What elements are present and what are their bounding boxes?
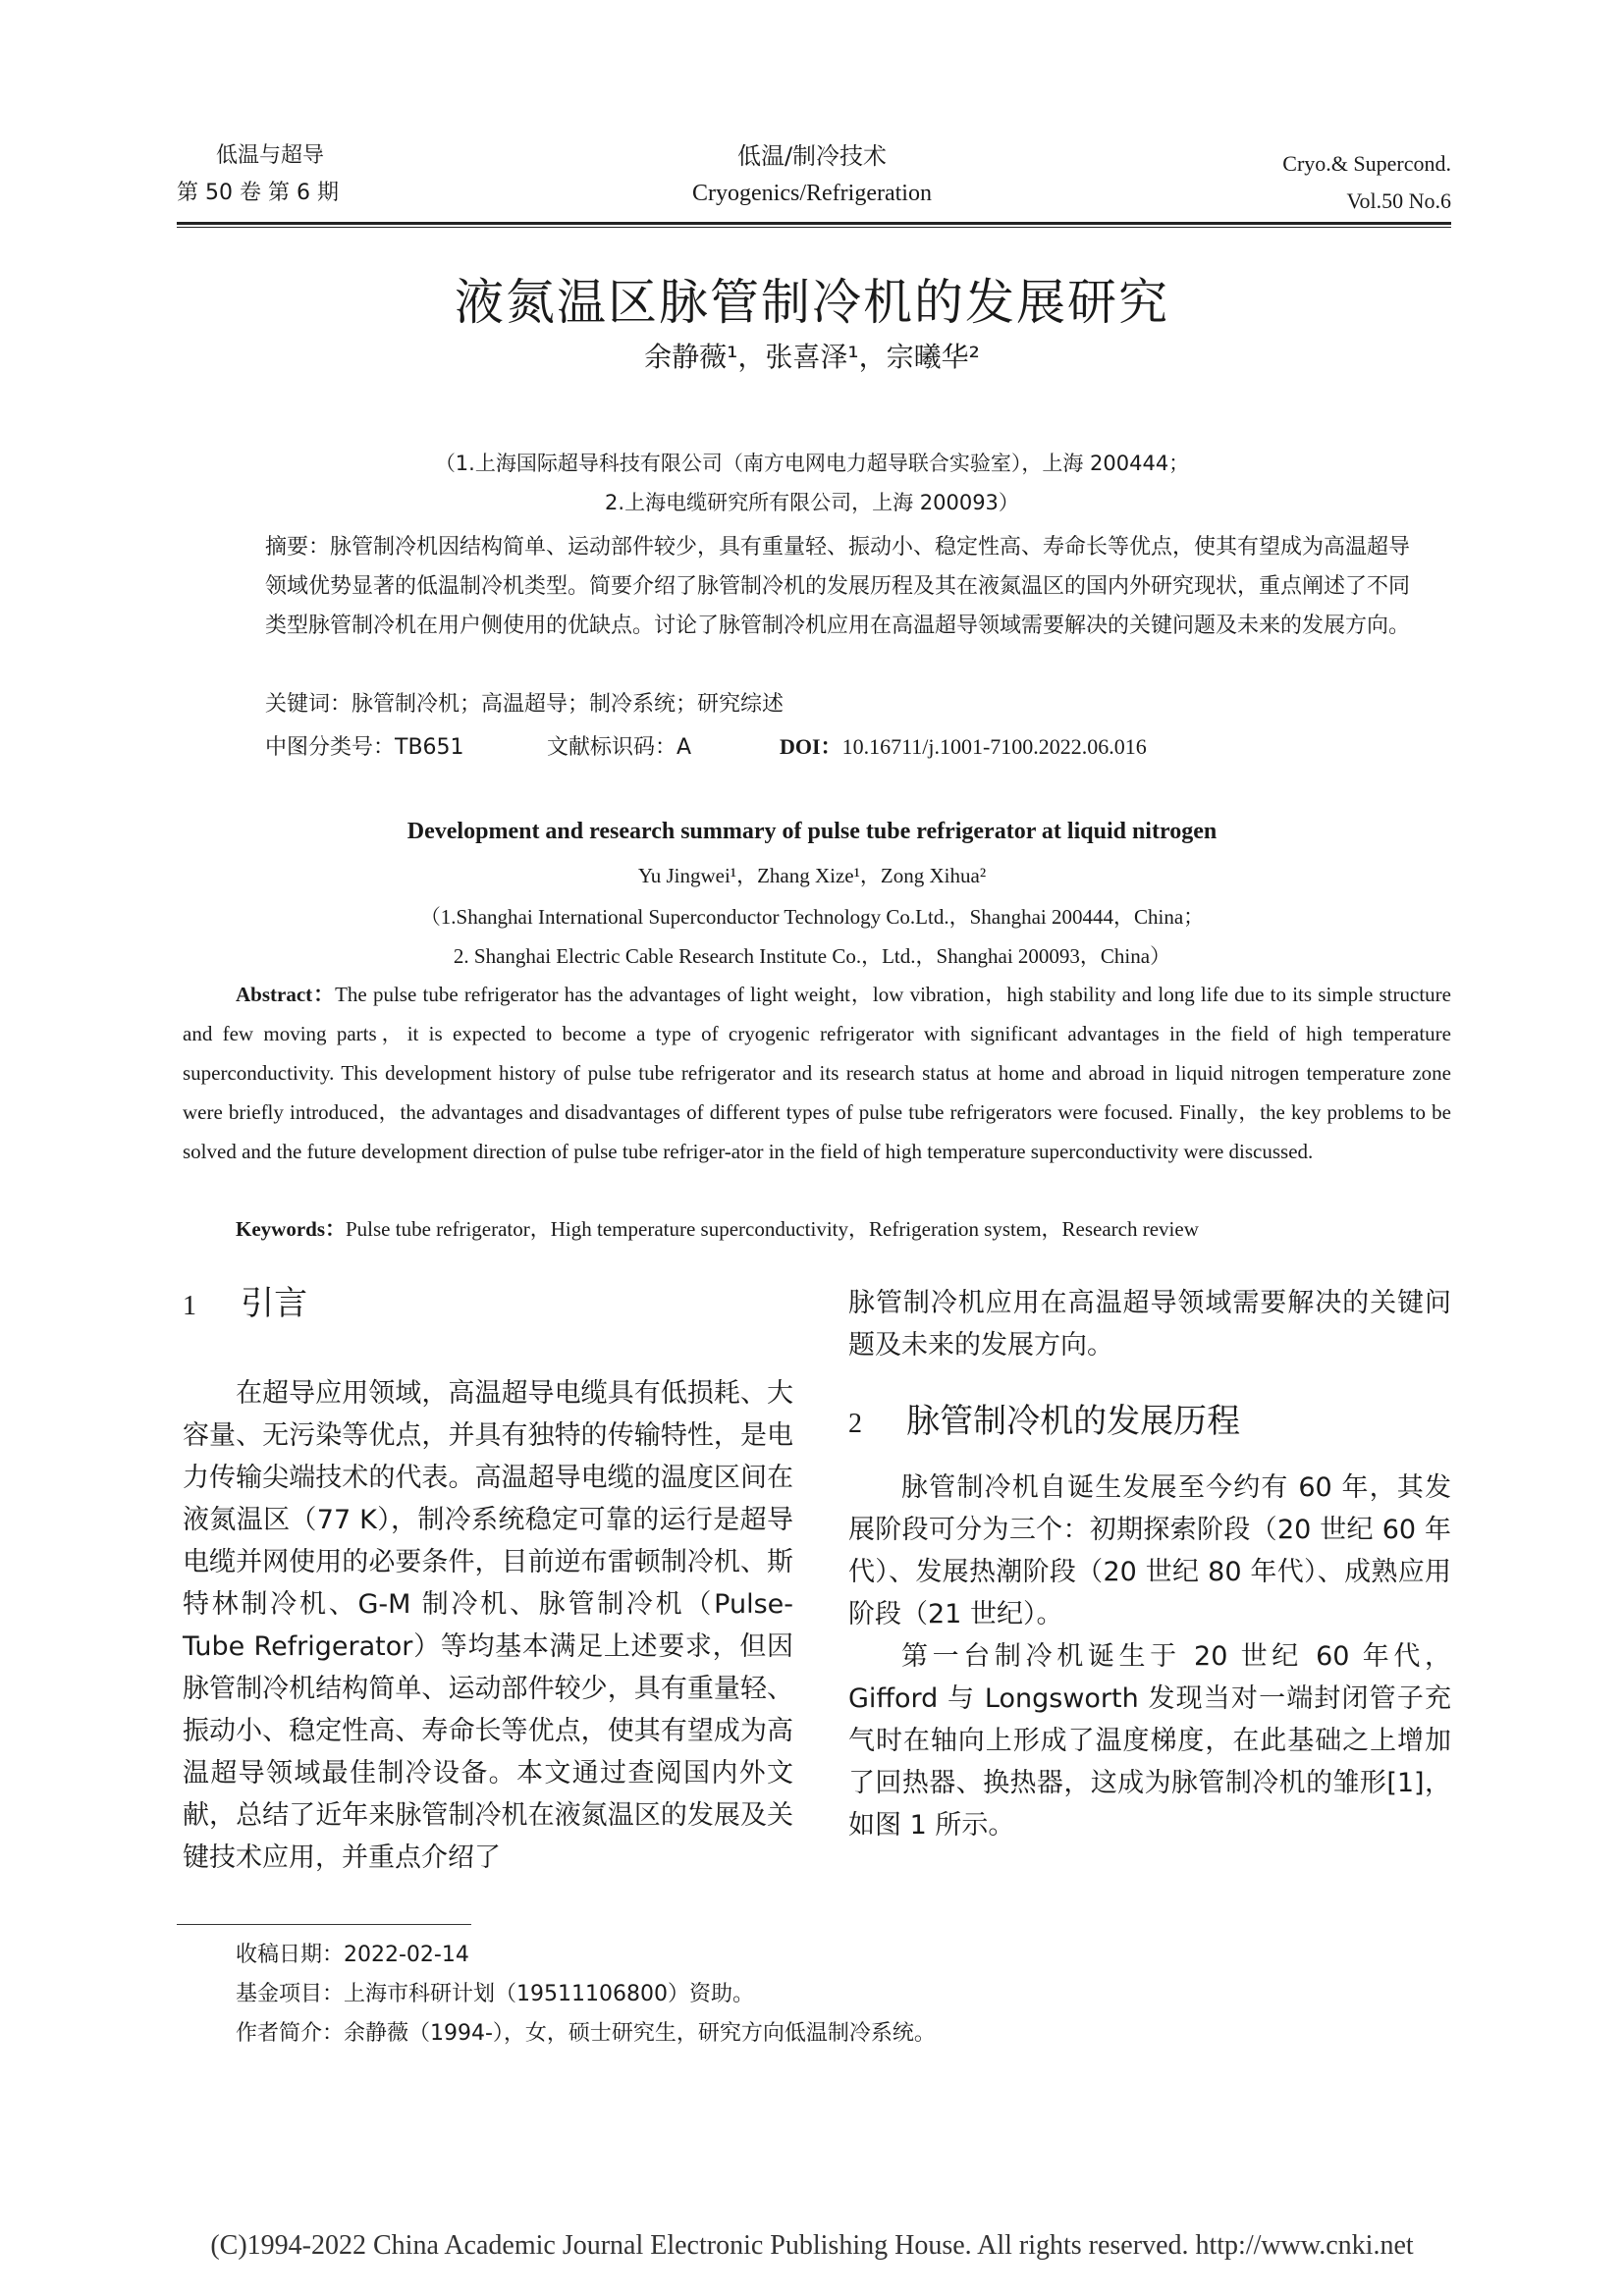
keywords-en-text: Pulse tube refrigerator，High temperature superconductivity，Refrigeration system，Research review [346, 1217, 1199, 1241]
journal-name-cn: 低温与超导 [216, 143, 325, 168]
doi: 10.16711/j.1001-7100.2022.06.016 [841, 734, 1147, 759]
keywords-en-label: Keywords： [236, 1217, 346, 1241]
copyright-notice: (C)1994-2022 China Academic Journal Electronic Publishing House. All rights reserved. http://www.cnki.net [210, 2230, 1414, 2261]
clc-number: 中图分类号：TB651 [265, 735, 464, 760]
footnotes [236, 1936, 936, 2054]
volume-issue-cn: 第 50 卷 第 6 期 [177, 181, 339, 205]
section-2-paragraph-2: 第一台制冷机诞生于 20 世纪 60 年代，Gifford 与 Longsworth 发现当对一端封闭管子充气时在轴向上形成了温度梯度，在此基础之上增加了回热器、换热器，这成为脉管制冷机的雏形[1]，如图 1 所示。 [848, 1641, 1451, 1841]
affiliation-cn-2: 2.上海电缆研究所有限公司，上海 200093） [605, 491, 1019, 514]
section-name-cn: 低温/制冷技术 [736, 142, 888, 170]
affiliations-cn [0, 444, 1624, 522]
abstract-en-label: Abstract： [236, 983, 336, 1006]
document-code: 文献标识码：A [547, 735, 692, 760]
received-date: 收稿日期：2022-02-14 [236, 1943, 469, 1967]
funding: 基金项目：上海市科研计划（19511106800）资助。 [236, 1982, 754, 2006]
volume-issue-en: Vol.50 No.6 [1346, 188, 1451, 213]
keywords-en [236, 1213, 1199, 1243]
affiliation-en-1: （1.Shanghai International Superconductor Technology Co.Ltd.，Shanghai 200444，China； [419, 905, 1205, 929]
affiliations-en [0, 897, 1624, 976]
section-1-number: 1 [183, 1291, 196, 1321]
author-bio: 作者简介：余静薇（1994-），女，硕士研究生，研究方向低温制冷系统。 [236, 2021, 936, 2046]
footnote-rule [177, 1924, 471, 1925]
section-2-title: 脉管制冷机的发展历程 [906, 1402, 1241, 1441]
abstract-en-text: The pulse tube refrigerator has the advantages of light weight，low vibration，high stability and long life due to its simple structure and few moving parts，it is expected to become a type of cryogenic refrigerator with significant advantages in the field of high temperature superconductivity. This development history of pulse tube refrigerator and its research status at home and abroad in liquid nitrogen temperature zone were briefly introduced，the advantages and disadvantages of different types of pulse tube refrigerators were focused. Finally，the key problems to be solved and the future development direction of pulse tube refriger-ator in the field of high temperature superconductivity were discussed. [183, 983, 1451, 1163]
article-title-cn: 液氮温区脉管制冷机的发展研究 [455, 274, 1169, 331]
affiliation-cn-1: （1.上海国际超导科技有限公司（南方电网电力超导联合实验室），上海 200444； [434, 452, 1190, 475]
journal-name-en: Cryo.& Supercond. [1282, 151, 1451, 176]
keywords-cn: 关键词：脉管制冷机；高温超导；制冷系统；研究综述 [265, 692, 785, 717]
section-2-paragraph-1: 脉管制冷机自诞生发展至今约有 60 年，其发展阶段可分为三个：初期探索阶段（20 世纪 60 年代）、发展热潮阶段（20 世纪 80 年代）、成熟应用阶段（21 世纪）。 [848, 1472, 1451, 1629]
abstract-en [183, 975, 1451, 1171]
section-name-en: Cryogenics/Refrigeration [692, 181, 932, 206]
section-1-continuation: 脉管制冷机应用在高温超导领域需要解决的关键问题及未来的发展方向。 [848, 1288, 1451, 1361]
article-title-en: Development and research summary of pulse tube refrigerator at liquid nitrogen [406, 819, 1218, 844]
abstract-cn: 摘要：脉管制冷机因结构简单、运动部件较少，具有重量轻、振动小、稳定性高、寿命长等优点，使其有望成为高温超导领域优势显著的低温制冷机类型。简要介绍了脉管制冷机的发展历程及其在液氮温区的国内外研究现状，重点阐述了不同类型脉管制冷机在用户侧使用的优缺点。讨论了脉管制冷机应用在高温超导领域需要解决的关键问题及未来的发展方向。 [265, 535, 1411, 638]
header-rule-thin [177, 227, 1451, 228]
section-1-title: 引言 [241, 1284, 308, 1323]
affiliation-en-2: 2. Shanghai Electric Cable Research Institute Co.，Ltd.，Shanghai 200093，China） [453, 944, 1171, 968]
doi-label: DOI： [780, 734, 842, 759]
section-1-heading [183, 1276, 307, 1324]
section-1-paragraph: 在超导应用领域，高温超导电缆具有低损耗、大容量、无污染等优点，并具有独特的传输特性，是电力传输尖端技术的代表。高温超导电缆的温度区间在液氮温区（77 K），制冷系统稳定可靠的运行是超导电缆并网使用的必要条件，目前逆布雷顿制冷机、斯特林制冷机、G-M 制冷机、脉管制冷机（Pulse-Tube Refrigerator）等均基本满足上述要求，但因脉管制冷机结构简单、运动部件较少，具有重量轻、振动小、稳定性高、寿命长等优点，使其有望成为高温超导领域最佳制冷设备。本文通过查阅国内外文献，总结了近年来脉管制冷机在液氮温区的发展及关键技术应用，并重点介绍了 [183, 1378, 793, 1873]
section-2-number: 2 [848, 1409, 862, 1439]
authors-cn: 余静薇¹，张喜泽¹，宗曦华² [644, 341, 980, 373]
header-rule [177, 222, 1451, 225]
section-2-heading [848, 1394, 1240, 1442]
classification-row [265, 730, 1345, 761]
running-head-right [1282, 145, 1451, 220]
authors-en: Yu Jingwei¹，Zhang Xize¹，Zong Xihua² [637, 864, 987, 887]
